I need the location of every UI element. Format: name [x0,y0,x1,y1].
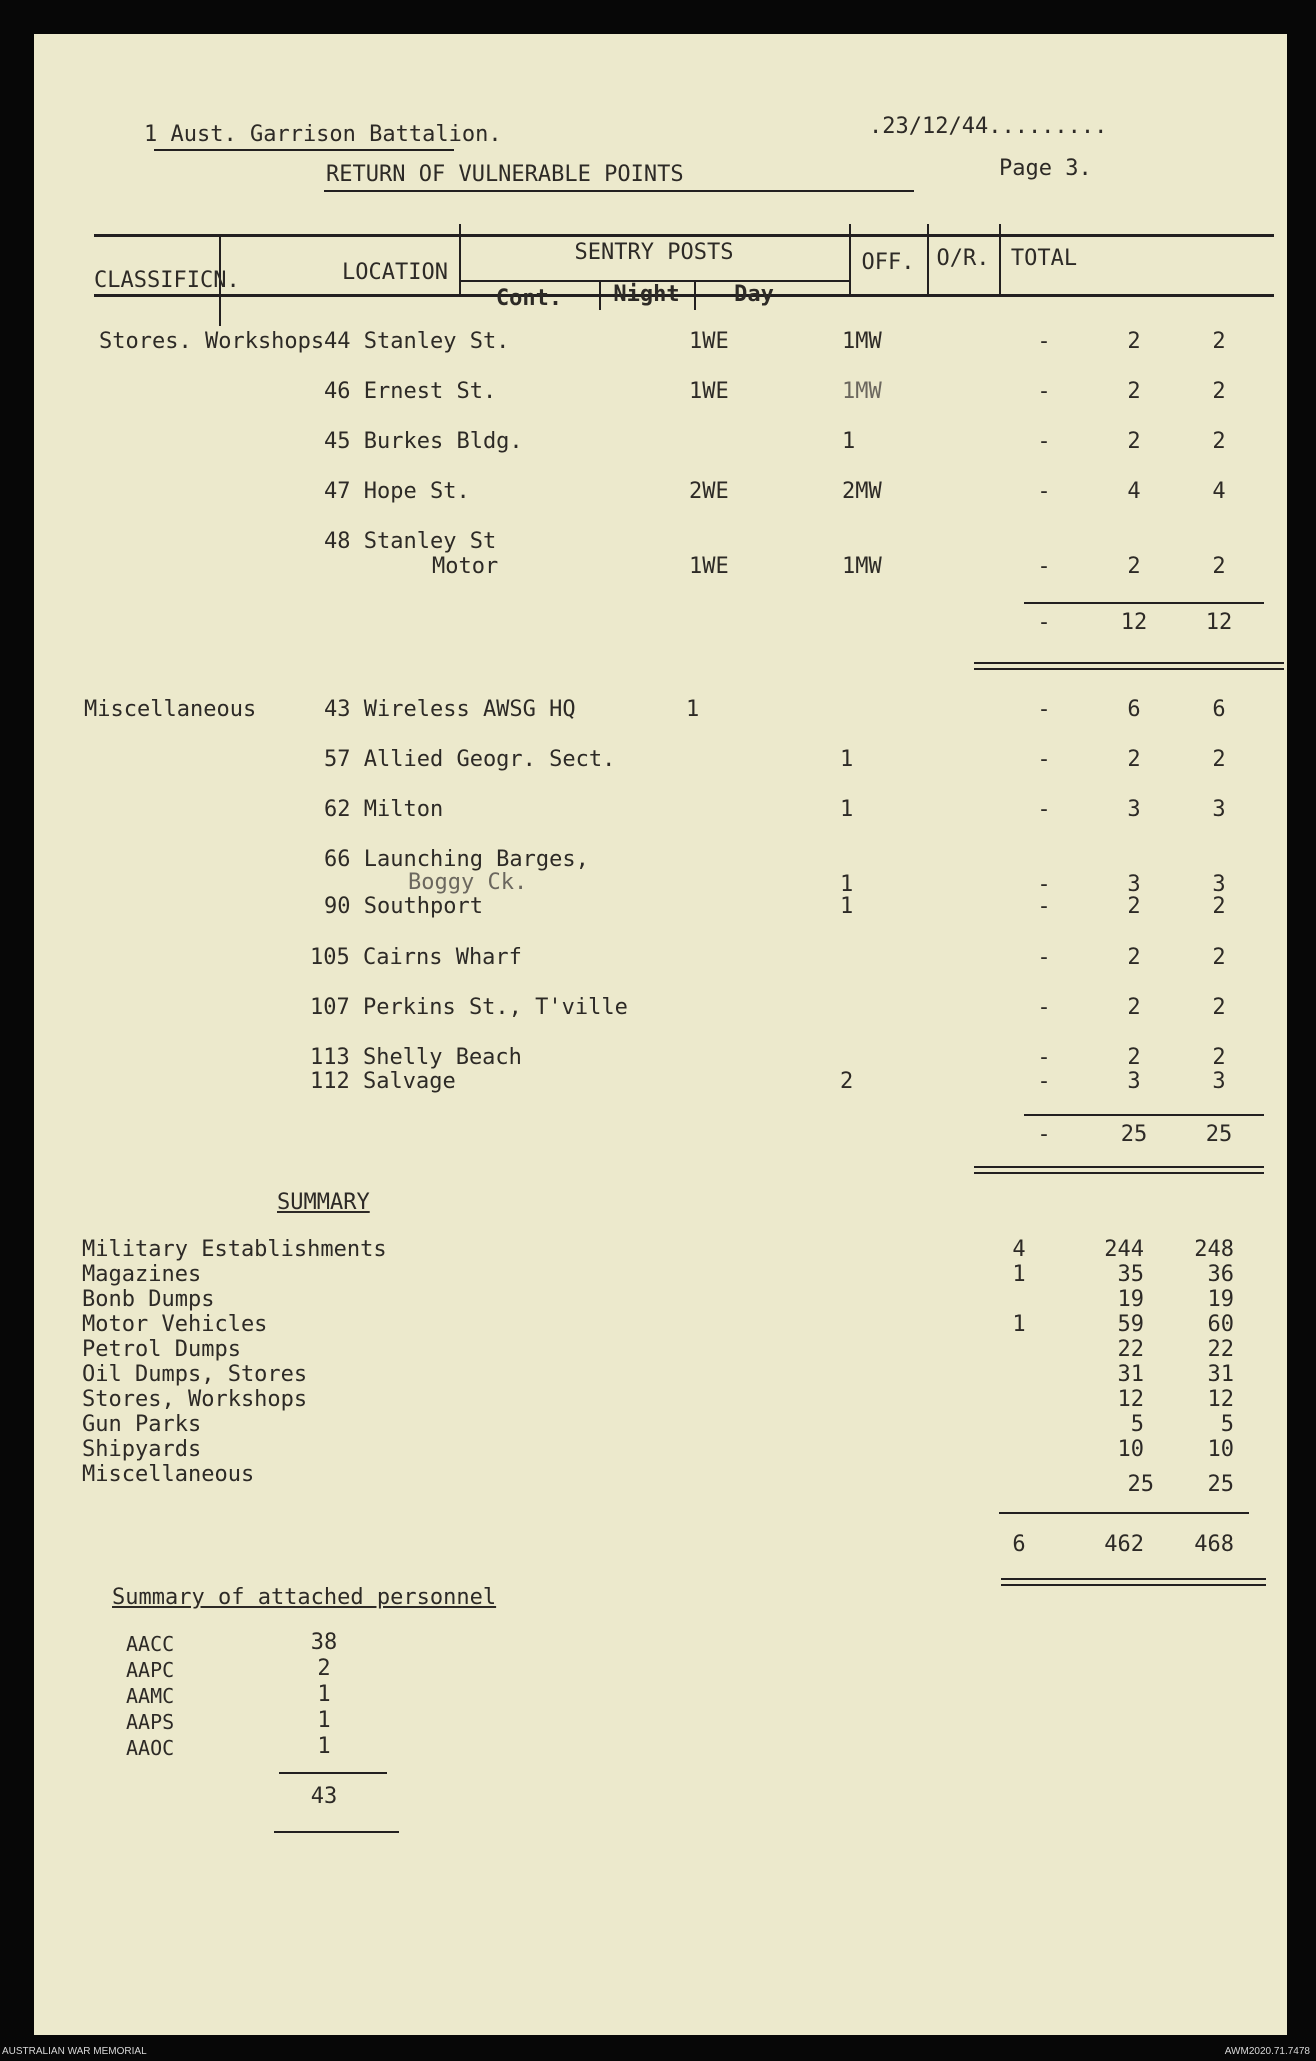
summary-total: 12 [1207,1387,1234,1412]
total-cell: 2 [1212,1045,1226,1070]
off-cell: - [1037,945,1051,970]
summary-heading: SUMMARY [277,1190,370,1215]
summary-or: 59 [1117,1312,1144,1337]
summary-off: 4 [1012,1237,1026,1262]
summary-total-rule [999,1512,1249,1514]
attached-label: AAOC [126,1736,175,1760]
summary-total: 25 [1207,1472,1234,1497]
location-cell: 66 Launching Barges, [324,847,589,872]
col-header-or: O/R. [936,246,990,271]
location-cell: 90 Southport [324,894,483,919]
location-cell: 62 Milton [324,797,444,822]
night-cell: 1 [840,797,854,822]
page-number: Page 3. [999,156,1092,181]
summary-label: Magazines [82,1262,202,1287]
summary-label: Motor Vehicles [82,1312,268,1337]
summary-total: 5 [1220,1412,1234,1437]
title-underline [324,190,914,192]
subtotal-rule [1024,602,1264,604]
location-cell: 44 Stanley St. [324,329,510,354]
night-cell: 2 [840,1069,854,1094]
location-cell: 48 Stanley St [324,529,497,554]
classification-label: Stores. Workshops [99,329,325,354]
or-cell: 2 [1127,1045,1141,1070]
archive-credit: AUSTRALIAN WAR MEMORIAL [2,2046,147,2057]
attached-value: 1 [317,1682,331,1707]
total-cell: 2 [1212,429,1226,454]
total-cell: 25 [1205,1122,1233,1147]
summary-total: 36 [1207,1262,1234,1287]
night-cell: 2MW [842,479,882,504]
night-cell: 1MW [842,329,882,354]
off-cell: - [1037,554,1051,579]
col-header-cont: Cont. [495,286,563,311]
or-cell: 2 [1127,945,1141,970]
classification-label: Miscellaneous [84,697,257,722]
summary-off: 1 [1012,1262,1026,1287]
cont-cell: 1WE [689,379,729,404]
location-cell: 47 Hope St. [324,479,470,504]
off-cell: - [1037,610,1051,635]
col-header-sentry-posts: SENTRY POSTS [574,240,734,265]
attached-total-rule [279,1772,387,1774]
attached-value: 2 [317,1656,331,1681]
summary-off: 6 [1012,1532,1026,1557]
unit-name: 1 Aust. Garrison Battalion. [144,122,502,147]
attached-label: AAMC [126,1684,175,1708]
total-cell: 2 [1212,379,1226,404]
summary-label: Bonb Dumps [82,1287,215,1312]
off-cell: - [1037,1069,1051,1094]
location-cell-line2: Motor [432,554,499,579]
col-header-off: OFF. [861,250,915,275]
off-cell: - [1037,894,1051,919]
col-header-day: Day [734,282,774,307]
attached-value: 38 [310,1630,338,1655]
night-cell: 1 [840,747,854,772]
night-cell: 1 [840,872,854,897]
document-title: RETURN OF VULNERABLE POINTS [326,162,684,187]
or-cell: 2 [1127,747,1141,772]
off-cell: - [1037,1045,1051,1070]
night-cell: 1 [840,894,854,919]
location-cell: 43 Wireless AWSG HQ [324,697,576,722]
attached-total: 43 [310,1784,338,1809]
summary-or: 12 [1117,1387,1144,1412]
or-cell: 6 [1127,697,1141,722]
total-cell: 3 [1212,797,1226,822]
or-cell: 2 [1127,995,1141,1020]
off-cell: - [1037,797,1051,822]
summary-label: Stores, Workshops [82,1387,308,1412]
summary-label: Miscellaneous [82,1462,255,1487]
or-cell: 2 [1127,894,1141,919]
location-cell: 113 Shelly Beach [310,1045,522,1070]
or-cell: 25 [1120,1122,1148,1147]
summary-or: 22 [1117,1337,1144,1362]
or-cell: 12 [1120,610,1148,635]
double-rule [974,662,1284,664]
summary-label: Petrol Dumps [82,1337,241,1362]
total-cell: 2 [1212,945,1226,970]
col-header-night: Night [613,282,680,307]
double-rule [974,1172,1264,1174]
total-cell: 6 [1212,697,1226,722]
off-cell: - [1037,697,1051,722]
night-cell: 1 [842,429,856,454]
summary-or: 462 [1104,1532,1144,1557]
or-cell: 3 [1127,872,1141,897]
subtotal-rule [1024,1114,1264,1116]
total-cell: 2 [1212,554,1226,579]
location-cell: 112 Salvage [310,1069,456,1094]
off-cell: - [1037,329,1051,354]
summary-or: 31 [1117,1362,1144,1387]
summary-or: 35 [1117,1262,1144,1287]
total-cell: 12 [1205,610,1233,635]
or-cell: 2 [1127,329,1141,354]
double-rule [1001,1578,1266,1580]
total-cell: 4 [1212,479,1226,504]
cont-cell: 2WE [689,479,729,504]
archive-reference: AWM2020.71.7478 [1224,2046,1310,2057]
summary-or: 5 [1130,1412,1144,1437]
off-cell: - [1037,479,1051,504]
total-cell: 2 [1212,995,1226,1020]
cont-cell: 1 [686,697,700,722]
summary-total: 31 [1207,1362,1234,1387]
header-top-rule [94,234,1274,237]
summary-total: 22 [1207,1337,1234,1362]
double-rule [1001,1584,1266,1586]
location-cell: 105 Cairns Wharf [310,945,522,970]
summary-total: 60 [1207,1312,1234,1337]
attached-label: AACC [126,1632,175,1656]
double-rule [974,1166,1264,1168]
attached-value: 1 [317,1708,331,1733]
attached-label: AAPS [126,1710,175,1734]
off-cell: - [1037,429,1051,454]
col-header-classification: CLASSIFICN. [94,268,240,293]
location-cell: 45 Burkes Bldg. [324,429,523,454]
off-cell: - [1037,872,1051,897]
location-cell: 107 Perkins St., T'ville [310,995,628,1020]
attached-label: AAPC [126,1658,175,1682]
or-cell: 4 [1127,479,1141,504]
summary-total: 10 [1207,1437,1234,1462]
col-header-total: TOTAL [1010,246,1078,271]
total-cell: 3 [1212,872,1226,897]
summary-off: 1 [1012,1312,1026,1337]
summary-total: 468 [1194,1532,1234,1557]
or-cell: 3 [1127,1069,1141,1094]
night-cell: 1MW [842,379,882,404]
summary-label: Gun Parks [82,1412,202,1437]
document-page [34,34,1287,2035]
or-cell: 2 [1127,379,1141,404]
off-cell: - [1037,747,1051,772]
double-rule [974,668,1284,670]
summary-or: 19 [1117,1287,1144,1312]
location-cell: 46 Ernest St. [324,379,497,404]
location-cell: 57 Allied Geogr. Sect. [324,747,616,772]
summary-label: Military Establishments [82,1237,387,1262]
cont-cell: 1WE [689,554,729,579]
summary-or: 25 [1127,1472,1154,1497]
document-date: .23/12/44......... [869,114,1108,139]
night-cell: 1MW [842,554,882,579]
total-cell: 2 [1212,329,1226,354]
summary-total: 19 [1207,1287,1234,1312]
or-cell: 2 [1127,554,1141,579]
unit-underline [154,149,454,151]
off-cell: - [1037,379,1051,404]
total-cell: 2 [1212,747,1226,772]
summary-total: 248 [1194,1237,1234,1262]
summary-label: Oil Dumps, Stores [82,1362,308,1387]
attached-value: 1 [317,1734,331,1759]
off-cell: - [1037,995,1051,1020]
or-cell: 2 [1127,429,1141,454]
or-cell: 3 [1127,797,1141,822]
attached-heading: Summary of attached personnel [112,1585,497,1610]
total-cell: 3 [1212,1069,1226,1094]
location-cell-line2: Boggy Ck. [408,870,528,895]
cont-cell: 1WE [689,329,729,354]
total-cell: 2 [1212,894,1226,919]
summary-or: 244 [1104,1237,1144,1262]
summary-label: Shipyards [82,1437,202,1462]
summary-or: 10 [1117,1437,1144,1462]
off-cell: - [1037,1122,1051,1147]
col-header-location: LOCATION [342,260,448,285]
attached-bottom-rule [274,1831,399,1833]
